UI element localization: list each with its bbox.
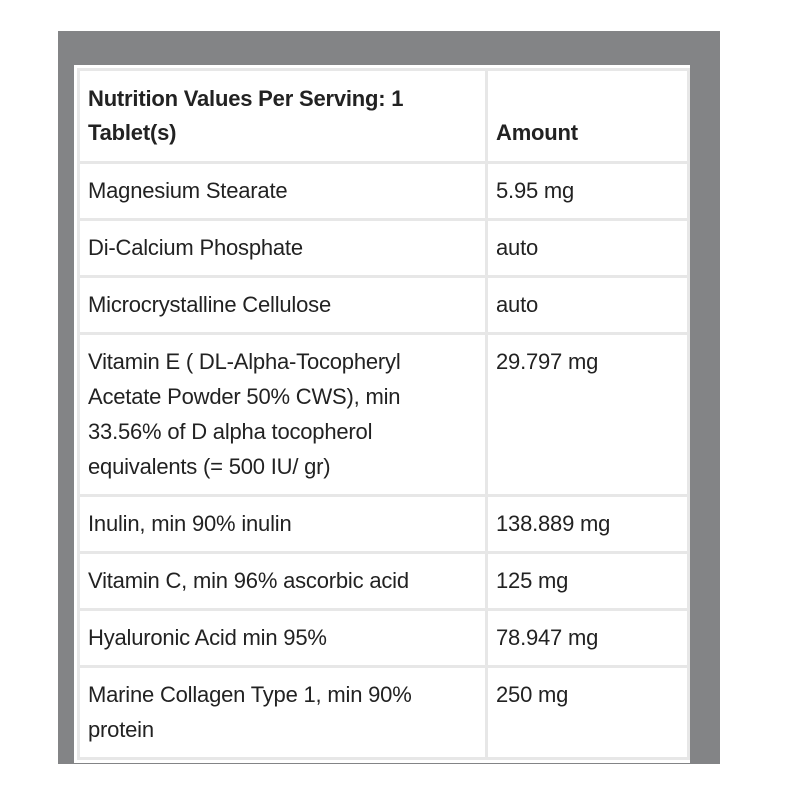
table-row — [79, 667, 689, 759]
nutrient-name: Vitamin E ( DL-Alpha-Tocopheryl Acetate Powder 50% CWS), min 33.56% of D alpha tocopherol equivalents (= 500 IU/ gr) — [79, 334, 487, 496]
nutrient-amount: 250 mg — [487, 667, 689, 759]
nutrient-name: Inulin, min 90% inulin — [79, 496, 487, 553]
nutrient-name: Hyaluronic Acid min 95% — [79, 610, 487, 667]
table-row — [79, 610, 689, 667]
table-container — [74, 65, 690, 763]
header-amount: Amount — [487, 70, 689, 163]
nutrient-amount: 78.947 mg — [487, 610, 689, 667]
nutrient-amount: auto — [487, 220, 689, 277]
nutrient-amount: auto — [487, 277, 689, 334]
nutrient-name: Marine Collagen Type 1, min 90% protein — [79, 667, 487, 759]
table-row — [79, 277, 689, 334]
nutrient-name: Microcrystalline Cellulose — [79, 277, 487, 334]
table-row — [79, 334, 689, 496]
table-row — [79, 553, 689, 610]
table-row — [79, 496, 689, 553]
nutrient-amount: 5.95 mg — [487, 163, 689, 220]
nutrient-name: Magnesium Stearate — [79, 163, 487, 220]
nutrient-amount: 138.889 mg — [487, 496, 689, 553]
table-frame — [58, 31, 720, 764]
nutrient-name: Di-Calcium Phosphate — [79, 220, 487, 277]
table-header-row — [79, 70, 689, 163]
nutrient-name: Vitamin C, min 96% ascorbic acid — [79, 553, 487, 610]
nutrition-table — [77, 68, 690, 760]
nutrient-amount: 125 mg — [487, 553, 689, 610]
table-row — [79, 163, 689, 220]
nutrient-amount: 29.797 mg — [487, 334, 689, 496]
table-row — [79, 220, 689, 277]
header-nutrient: Nutrition Values Per Serving: 1 Tablet(s) — [79, 70, 487, 163]
